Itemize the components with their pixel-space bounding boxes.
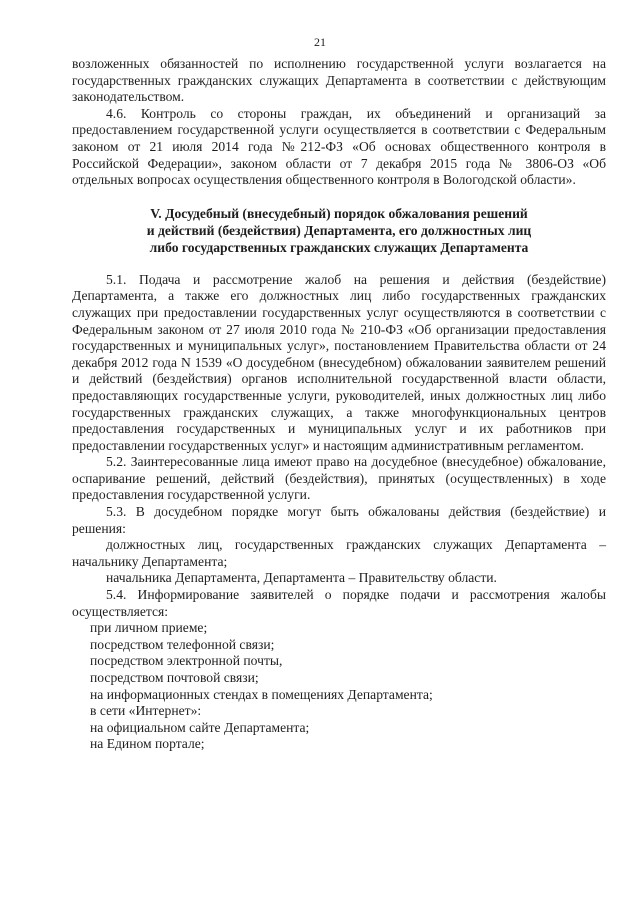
section-heading (72, 205, 606, 256)
inform-item: на официальном сайте Департамента; (90, 719, 310, 735)
paragraph-5-1: 5.1. Подача и рассмотрение жалоб на решения и действия (бездействие) Департамента, а также его должностных лиц либо государственных гражданских служащих при предоставлении государственных услуг осуществляются в соответствии с Федеральным законом от 27 июля 2010 года № 210-ФЗ «Об организации предоставления государственных и муниципальных услуг», постановлением Правительства области от 24 декабря 2012 года N 1539 «О досудебном (внесудебном) обжаловании заявителем решений и действий (бездействия) органов исполнительной государственной власти области, предоставляющих государственные услуги, руководителей, иных должностных лиц либо государственных гражданских служащих, а также многофункциональных центров предоставления государственных и муниципальных услуг и их работников при предоставлении государственных услуг» и настоящим административным регламентом. (72, 271, 606, 453)
page-number: 21 (314, 35, 326, 49)
inform-item: на информационных стендах в помещениях Департамента; (90, 686, 433, 702)
paragraph-4-6: 4.6. Контроль со стороны граждан, их объединений и организаций за предоставлением государственной услуги осуществляется в соответствии с Федеральным законом от 21 июля 2014 года №212-ФЗ «Об основах общественного контроля в Российской Федерации», законом области от 7 декабря 2015 года № 3806-ОЗ «Об отдельных вопросах осуществления общественного контроля в Вологодской области». (72, 105, 606, 188)
inform-item: посредством почтовой связи; (90, 670, 259, 685)
paragraph-5-2: 5.2. Заинтересованные лица имеют право на досудебное (внесудебное) обжалование, оспаривание решений, действий (бездействия), принятых (осуществленных) в ходе предоставления государственной услуги. (72, 454, 606, 503)
appeal-item: должностных лиц, государственных гражданских служащих Департамента – начальнику Департамента; (72, 537, 606, 569)
section-heading-line: V. Досудебный (внесудебный) порядок обжалования решений (150, 205, 528, 221)
inform-item: посредством телефонной связи; (90, 636, 275, 652)
section-heading-line: и действий (бездействия) Департамента, его должностных лиц (146, 222, 532, 238)
inform-item: на Едином портале; (90, 736, 205, 752)
document-body (72, 56, 606, 753)
inform-item: посредством электронной почты, (90, 653, 283, 669)
section-heading-line: либо государственных гражданских служащих Департамента (149, 239, 529, 255)
paragraph-continuation: возложенных обязанностей по исполнению государственной услуги возлагается на государственных гражданских служащих Департамента в соответствии с действующим законодательством. (72, 56, 606, 105)
inform-item: в сети «Интернет»: (90, 703, 202, 719)
paragraph-5-3: 5.3. В досудебном порядке могут быть обжалованы действия (бездействие) и решения: (72, 504, 606, 536)
paragraph-5-4: 5.4. Информирование заявителей о порядке подачи и рассмотрения жалобы осуществляется: (72, 587, 606, 619)
inform-item: при личном приеме; (90, 620, 208, 636)
appeal-item: начальника Департамента, Департамента – Правительству области. (106, 570, 497, 586)
